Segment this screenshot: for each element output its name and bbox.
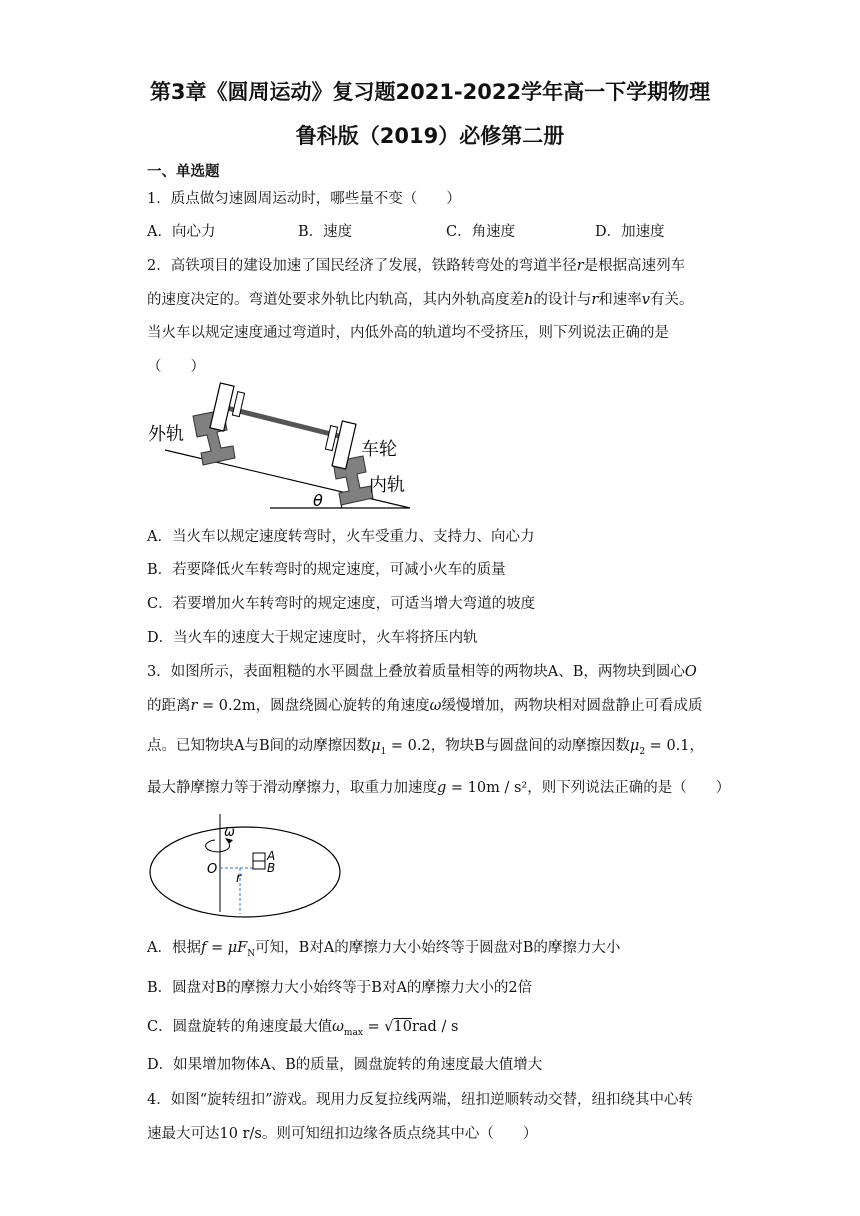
block-a — [253, 853, 265, 861]
q3-option-c — [147, 1015, 458, 1038]
q2-option-a: A．当火车以规定速度转弯时，火车受重力、支持力、向心力 — [147, 529, 535, 545]
q3-text: ， — [689, 738, 705, 754]
q1-option-a: A．向心力 — [147, 224, 216, 240]
q3-text: ，物块B与圆盘间的动摩擦因数 — [430, 738, 630, 754]
q2-text: 和速率 — [598, 292, 642, 308]
sqrt-radicand: 10 — [393, 1019, 412, 1035]
q2-text: 有关。 — [649, 292, 694, 308]
section-heading: 一、单选题 — [147, 164, 220, 180]
q3-max-sub: max — [343, 1027, 363, 1038]
outer-rail-label: 外轨 — [148, 424, 184, 445]
q3-opt-text: C．圆盘旋转的角速度最大值 — [147, 1019, 333, 1035]
q3-r-value: = 0.2m — [197, 698, 256, 714]
q2-text: 是根据高速列车 — [583, 258, 686, 274]
center-label: O — [207, 862, 218, 877]
q2-var-v: v — [641, 292, 650, 308]
q3-g-value: = 10m / s² — [446, 780, 528, 796]
q1-stem: 1．质点做匀速圆周运动时，哪些量不变（ ） — [147, 191, 461, 207]
q3-opt-text: A．根据 — [147, 940, 201, 956]
inner-hub — [325, 426, 337, 451]
page-title: 第3章《圆周运动》复习题2021-2022学年高一下学期物理 — [149, 80, 711, 104]
q3-text: ，圆盘绕圆心旋转的角速度 — [255, 698, 430, 714]
rotation-arrow — [206, 840, 230, 852]
q3-eq: = — [206, 940, 228, 956]
q4-line2: 速最大可达10 r/s。则可知纽扣边缘各质点绕其中心（ ） — [147, 1126, 538, 1142]
q2-text: 2．高铁项目的建设加速了国民经济了发展，铁路转弯处的弯道半径 — [147, 258, 577, 274]
axle — [227, 408, 339, 436]
q3-var-g: g — [437, 780, 447, 796]
q1-option-d: D．加速度 — [595, 224, 665, 240]
disk-diagram — [145, 810, 345, 920]
q3-var-f: f — [200, 940, 207, 956]
q3-line3 — [147, 734, 704, 757]
q3-text: ，则下列说法正确的是（ ） — [527, 780, 731, 796]
q2-var-r: r — [591, 292, 599, 308]
q3-mu1-value: = 0.2 — [386, 738, 431, 754]
sqrt-sign: √ — [384, 1019, 394, 1035]
block-b — [253, 861, 265, 869]
q3-var-mu: μ — [371, 738, 381, 754]
q3-mu2-sub: 2 — [639, 746, 646, 757]
q4-line1: 4．如图“旋转纽扣”游戏。现用力反复拉线两端，纽扣逆顺转动交替，纽扣绕其中心转 — [147, 1092, 694, 1108]
q3-mu1-sub: 1 — [380, 746, 387, 757]
q3-line2 — [147, 694, 702, 715]
q2-line4: （ ） — [147, 359, 205, 375]
q2-option-c: C．若要增加火车转弯时的规定速度，可适当增大弯道的坡度 — [147, 596, 536, 612]
q3-text: 最大静摩擦力等于滑动摩擦力，取重力加速度 — [147, 780, 437, 796]
q3-var-o: O — [684, 664, 697, 680]
q3-text: 的距离 — [147, 698, 191, 714]
q3-var-omega: ω — [332, 1019, 344, 1035]
q3-var-omega: ω — [429, 698, 442, 714]
q1-option-c: C．角速度 — [446, 224, 516, 240]
q3-line4 — [147, 776, 730, 797]
omega-label: ω — [224, 825, 235, 840]
q3-text: 点。已知物块A与B间的动摩擦因数 — [147, 738, 372, 754]
q3-var-muF: μF — [227, 940, 248, 956]
q1-option-b: B．速度 — [298, 224, 353, 240]
disk-ellipse — [150, 827, 340, 917]
q2-var-h: h — [524, 292, 534, 308]
q3-var-mu: μ — [629, 738, 640, 754]
rail-diagram — [145, 378, 415, 513]
q2-line2 — [147, 288, 693, 309]
q3-mu2-value: = 0.1 — [645, 738, 690, 754]
q3-option-d: D．如果增加物体A、B的质量，圆盘旋转的角速度最大值增大 — [147, 1057, 543, 1073]
q2-text: 的速度决定的。弯道处要求外轨比内轨高，其内外轨高度差 — [147, 292, 524, 308]
q3-n-sub: N — [247, 948, 256, 959]
q3-text: 3．如图所示，表面粗糙的水平圆盘上叠放着质量相等的两物块A、B，两物块到圆心 — [147, 664, 685, 680]
q2-text: 的设计与 — [533, 292, 592, 308]
page-subtitle: 鲁科版（2019）必修第二册 — [295, 124, 565, 148]
q3-opt-text: 可知，B对A的摩擦力大小始终等于圆盘对B的摩擦力大小 — [255, 940, 621, 956]
q2-line1 — [147, 254, 685, 275]
inner-rail-label: 内轨 — [369, 475, 405, 496]
block-b-label: B — [267, 861, 276, 875]
q3-text: 缓慢增加，两物块相对圆盘静止可看成质 — [441, 698, 703, 714]
wheel-label: 车轮 — [361, 439, 397, 460]
q3-option-b: B．圆盘对B的摩擦力大小始终等于B对A的摩擦力大小的2倍 — [147, 980, 533, 996]
radius-label: r — [236, 871, 242, 886]
angle-label: θ — [313, 491, 323, 510]
q2-line3: 当火车以规定速度通过弯道时，内低外高的轨道均不受挤压，则下列说法正确的是 — [147, 325, 669, 341]
q3-var-r: r — [190, 698, 198, 714]
q3-option-a — [147, 936, 620, 959]
q3-eq: = — [362, 1019, 385, 1035]
q3-line1 — [147, 660, 697, 681]
q3-unit: rad / s — [411, 1019, 459, 1035]
q2-option-d: D．当火车的速度大于规定速度时，火车将挤压内轨 — [147, 630, 478, 646]
q2-option-b: B．若要降低火车转弯时的规定速度，可减小火车的质量 — [147, 562, 506, 578]
q2-var-r: r — [576, 258, 584, 274]
block-a-label: A — [267, 849, 276, 863]
